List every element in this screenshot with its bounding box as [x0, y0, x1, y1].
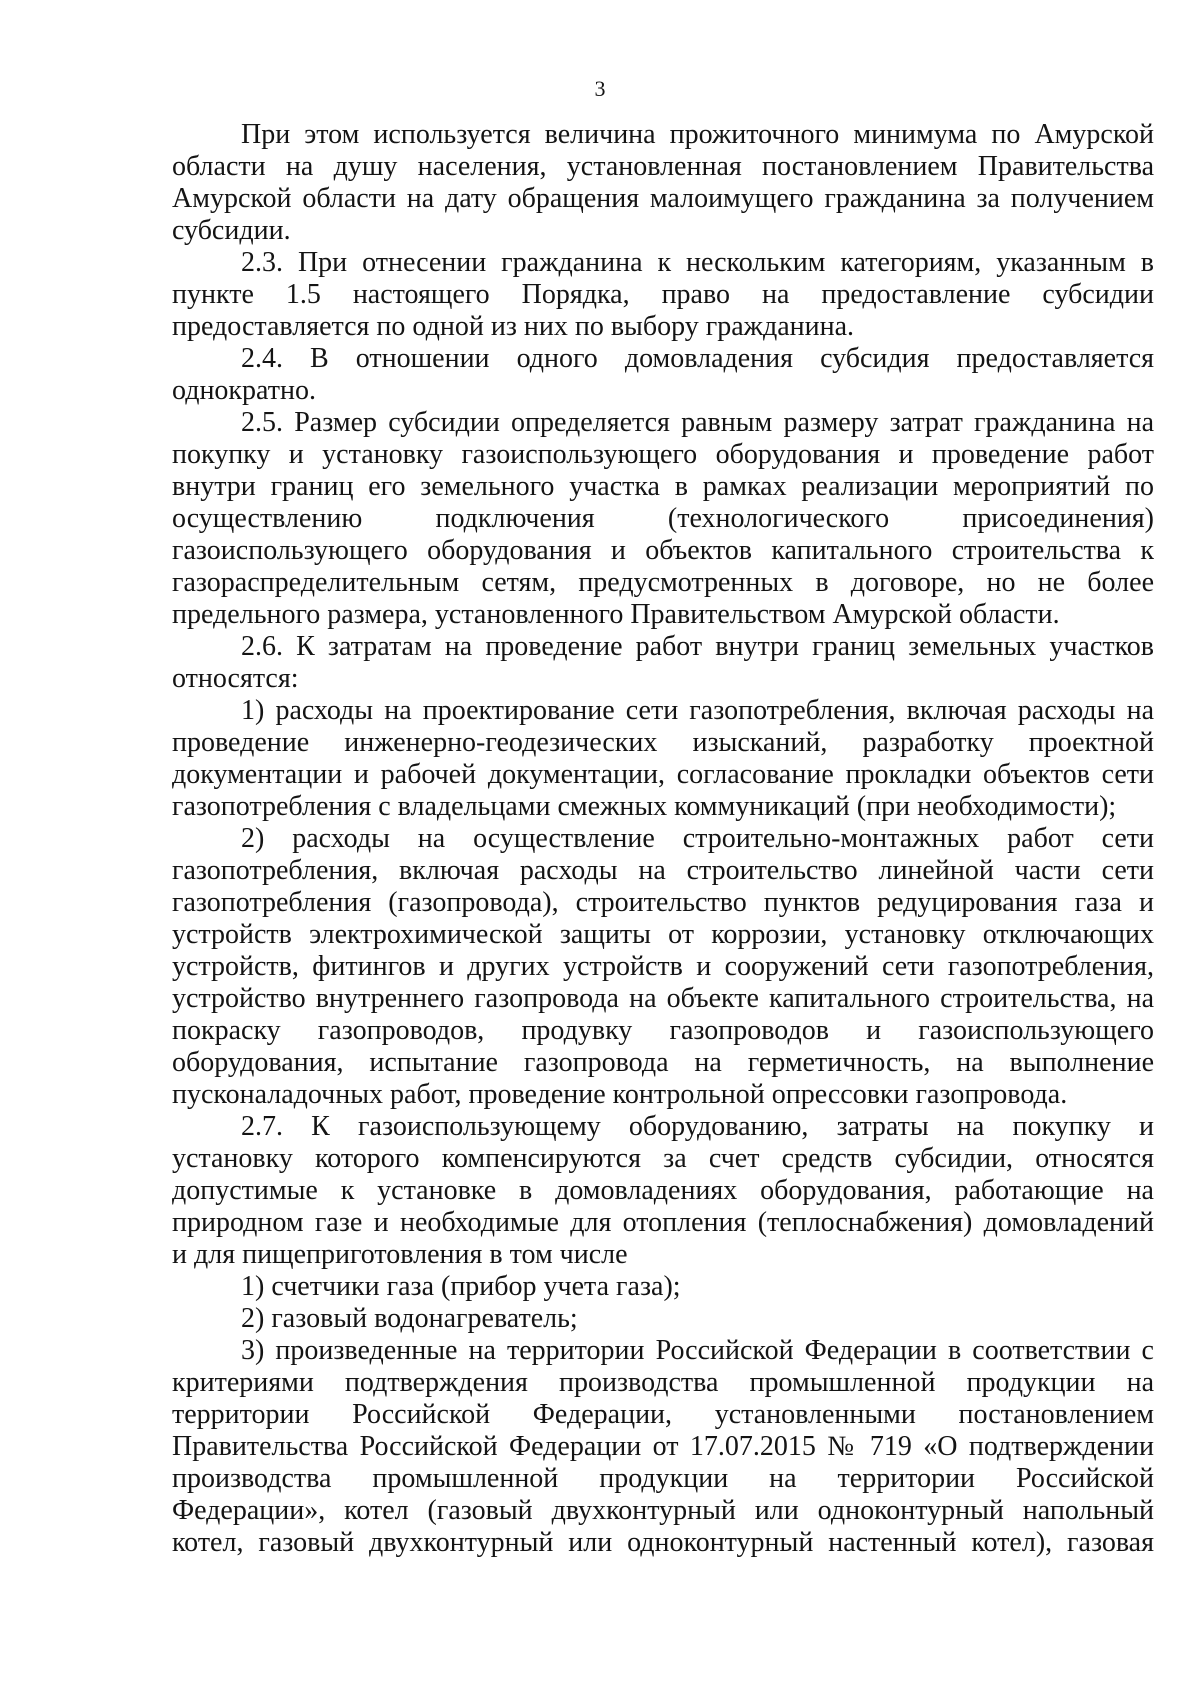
text-line: территории Российской Федерации, установленными постановлением	[172, 1399, 1154, 1430]
text-line: внутри границ его земельного участка в рамках реализации мероприятий по	[172, 471, 1154, 502]
paragraph	[172, 1111, 1154, 1271]
text-line: 2.5. Размер субсидии определяется равным размеру затрат гражданина на	[241, 407, 1154, 438]
document-body	[172, 119, 1154, 1559]
text-line: 2.6. К затратам на проведение работ внутри границ земельных участков	[241, 631, 1154, 662]
text-line: оборудования, испытание газопровода на герметичность, на выполнение	[172, 1047, 1154, 1078]
text-line: Амурской области на дату обращения малоимущего гражданина за получением	[172, 183, 1154, 214]
text-line: покупку и установку газоиспользующего оборудования и проведение работ	[172, 439, 1154, 470]
text-line: 1) расходы на проектирование сети газопотребления, включая расходы на	[241, 695, 1154, 726]
text-line: 2.4. В отношении одного домовладения субсидия предоставляется	[241, 343, 1154, 374]
text-line: однократно.	[172, 375, 316, 406]
paragraph	[172, 343, 1154, 407]
text-line: производства промышленной продукции на территории Российской	[172, 1463, 1154, 1494]
paragraph	[172, 407, 1154, 631]
text-line: При этом используется величина прожиточного минимума по Амурской	[241, 119, 1154, 150]
paragraph	[172, 1335, 1154, 1559]
text-line: 3) произведенные на территории Российской Федерации в соответствии с	[241, 1335, 1154, 1366]
text-line: покраску газопроводов, продувку газопроводов и газоиспользующего	[172, 1015, 1154, 1046]
text-line: предельного размера, установленного Правительством Амурской области.	[172, 599, 1060, 630]
text-line: субсидии.	[172, 215, 291, 246]
text-line: газораспределительным сетям, предусмотренных в договоре, но не более	[172, 567, 1154, 598]
text-line: пункте 1.5 настоящего Порядка, право на предоставление субсидии	[172, 279, 1154, 310]
text-line: устройств электрохимической защиты от коррозии, установку отключающих	[172, 919, 1154, 950]
text-line: котел, газовый двухконтурный или одноконтурный настенный котел), газовая	[172, 1527, 1154, 1558]
paragraph	[172, 823, 1154, 1111]
text-line: газопотребления с владельцами смежных коммуникаций (при необходимости);	[172, 791, 1117, 822]
text-line: документации и рабочей документации, согласование прокладки объектов сети	[172, 759, 1154, 790]
text-line: Правительства Российской Федерации от 17.07.2015 № 719 «О подтверждении	[172, 1431, 1154, 1462]
text-line: газоиспользующего оборудования и объектов капитального строительства к	[172, 535, 1154, 566]
text-line: относятся:	[172, 663, 299, 694]
paragraph	[172, 1271, 1154, 1303]
text-line: газопотребления, включая расходы на строительство линейной части сети	[172, 855, 1154, 886]
paragraph	[172, 119, 1154, 247]
text-line: и для пищеприготовления в том числе	[172, 1239, 628, 1270]
text-line: Федерации», котел (газовый двухконтурный или одноконтурный напольный	[172, 1495, 1154, 1526]
text-line: проведение инженерно-геодезических изысканий, разработку проектной	[172, 727, 1154, 758]
paragraph	[172, 695, 1154, 823]
text-line: 2) расходы на осуществление строительно-монтажных работ сети	[241, 823, 1154, 854]
text-line: 1) счетчики газа (прибор учета газа);	[241, 1271, 681, 1302]
paragraph	[172, 247, 1154, 343]
text-line: установку которого компенсируются за счет средств субсидии, относятся	[172, 1143, 1154, 1174]
text-line: пусконаладочных работ, проведение контрольной опрессовки газопровода.	[172, 1079, 1068, 1110]
text-line: газопотребления (газопровода), строительство пунктов редуцирования газа и	[172, 887, 1154, 918]
text-line: осуществлению подключения (технологического присоединения)	[172, 503, 1154, 534]
text-line: устройств, фитингов и других устройств и сооружений сети газопотребления,	[172, 951, 1154, 982]
text-line: критериями подтверждения производства промышленной продукции на	[172, 1367, 1154, 1398]
page-number: 3	[594, 76, 606, 101]
text-line: допустимые к установке в домовладениях оборудования, работающие на	[172, 1175, 1154, 1206]
text-line: предоставляется по одной из них по выбору гражданина.	[172, 311, 855, 342]
text-line: области на душу населения, установленная постановлением Правительства	[172, 151, 1154, 182]
text-line: 2.3. При отнесении гражданина к нескольким категориям, указанным в	[241, 247, 1154, 278]
text-line: 2.7. К газоиспользующему оборудованию, затраты на покупку и	[241, 1111, 1154, 1142]
text-line: природном газе и необходимые для отопления (теплоснабжения) домовладений	[172, 1207, 1154, 1238]
paragraph	[172, 1303, 1154, 1335]
text-line: устройство внутреннего газопровода на объекте капитального строительства, на	[172, 983, 1154, 1014]
paragraph	[172, 631, 1154, 695]
text-line: 2) газовый водонагреватель;	[241, 1303, 578, 1334]
